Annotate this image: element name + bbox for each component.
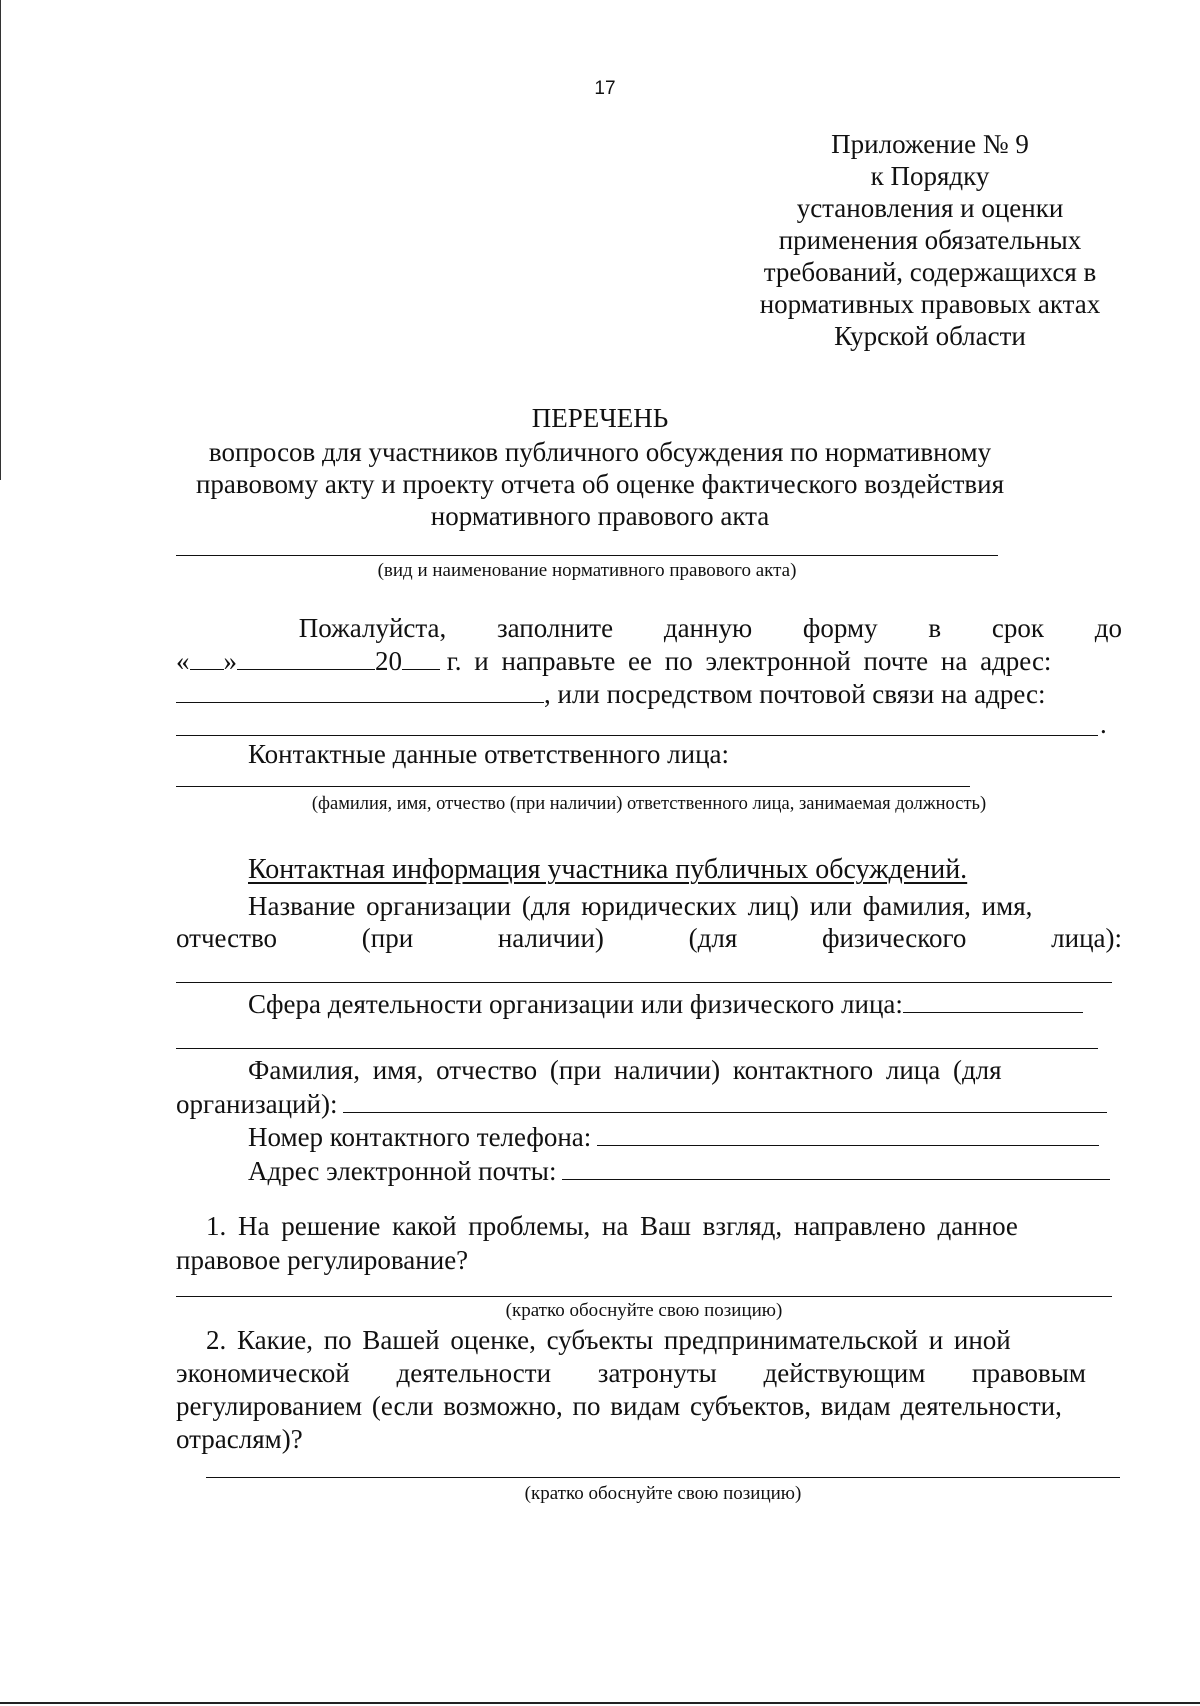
responsible-label: Контактные данные ответственного лица:	[248, 739, 730, 769]
contact-email-field[interactable]	[562, 1155, 1110, 1180]
appendix-line: нормативных правовых актах	[759, 289, 1101, 319]
email-address-field[interactable]	[176, 678, 544, 703]
question-2-line-1: 2. Какие, по Вашей оценке, субъекты предпринимательской и иной	[206, 1325, 1011, 1355]
email-line: Адрес электронной почты:	[248, 1155, 1110, 1187]
document-title: ПЕРЕЧЕНЬ	[531, 403, 669, 433]
question-1-answer-field[interactable]	[176, 1296, 1112, 1297]
year-field[interactable]	[402, 645, 440, 670]
question-1-line-2: правовое регулирование?	[176, 1245, 469, 1275]
document-subtitle-line: нормативного правового акта	[430, 501, 770, 531]
responsible-caption: (фамилия, имя, отчество (при наличии) ответственного лица, занимаемая должность)	[311, 794, 987, 814]
phone-line: Номер контактного телефона:	[248, 1121, 1099, 1153]
contact-person-line-2: организаций):	[176, 1088, 1107, 1120]
question-2-caption: (кратко обоснуйте свою позицию)	[524, 1483, 802, 1504]
appendix-block	[720, 128, 1140, 352]
request-line-3: , или посредством почтовой связи на адрес:	[176, 678, 1122, 710]
question-2-answer-field[interactable]	[206, 1477, 1120, 1478]
question-2-line-2: экономической деятельности затронуты действующим правовым	[176, 1358, 1087, 1388]
postal-address-field[interactable]	[176, 735, 1098, 736]
question-1-line-1: 1. На решение какой проблемы, на Ваш взгляд, направлено данное	[206, 1211, 1018, 1241]
org-line-2: отчество (при наличии) (для физического лица):	[176, 923, 1122, 953]
contact-person-field[interactable]	[343, 1088, 1107, 1113]
participant-heading: Контактная информация участника публичных обсуждений.	[248, 854, 968, 885]
org-name-field[interactable]	[176, 982, 1112, 983]
sphere-field[interactable]	[903, 988, 1083, 1013]
appendix-line: Курской области	[834, 321, 1026, 351]
responsible-field[interactable]	[176, 786, 970, 787]
month-field[interactable]	[237, 645, 375, 670]
appendix-line: Приложение № 9	[831, 129, 1029, 159]
document-subtitle-line: правовому акту и проекту отчета об оценке фактического воздействия	[195, 469, 1005, 499]
appendix-line: применения обязательных	[778, 225, 1082, 255]
page-number: 17	[594, 78, 616, 99]
day-field[interactable]	[190, 645, 224, 670]
act-name-field[interactable]	[176, 555, 998, 556]
question-2-line-3: регулированием (если возможно, по видам субъектов, видам деятельности,	[176, 1391, 1062, 1421]
appendix-line: требований, содержащихся в	[763, 257, 1097, 287]
phone-field[interactable]	[597, 1121, 1099, 1146]
postal-address-end: .	[1100, 709, 1107, 739]
org-line-1: Название организации (для юридических лиц) или фамилия, имя,	[248, 891, 1033, 921]
request-line-1: Пожалуйста, заполните данную форму в срок до	[298, 613, 1122, 643]
document-subtitle-line: вопросов для участников публичного обсуждения по нормативному	[208, 437, 992, 467]
appendix-line: к Порядку	[870, 161, 990, 191]
contact-person-line-1: Фамилия, имя, отчество (при наличии) контактного лица (для	[248, 1055, 1002, 1085]
sphere-line: Сфера деятельности организации или физического лица:	[248, 988, 1083, 1020]
scan-bottom-edge	[0, 1702, 1200, 1704]
question-2-line-4: отраслям)?	[176, 1424, 303, 1454]
question-1-caption: (кратко обоснуйте свою позицию)	[505, 1300, 783, 1321]
request-line-2: « » 20 г. и направьте ее по электронной почте на адрес:	[176, 646, 1052, 676]
appendix-line: установления и оценки	[796, 193, 1064, 223]
act-name-caption: (вид и наименование нормативного правового акта)	[377, 560, 797, 581]
sphere-field-continuation[interactable]	[176, 1048, 1098, 1049]
